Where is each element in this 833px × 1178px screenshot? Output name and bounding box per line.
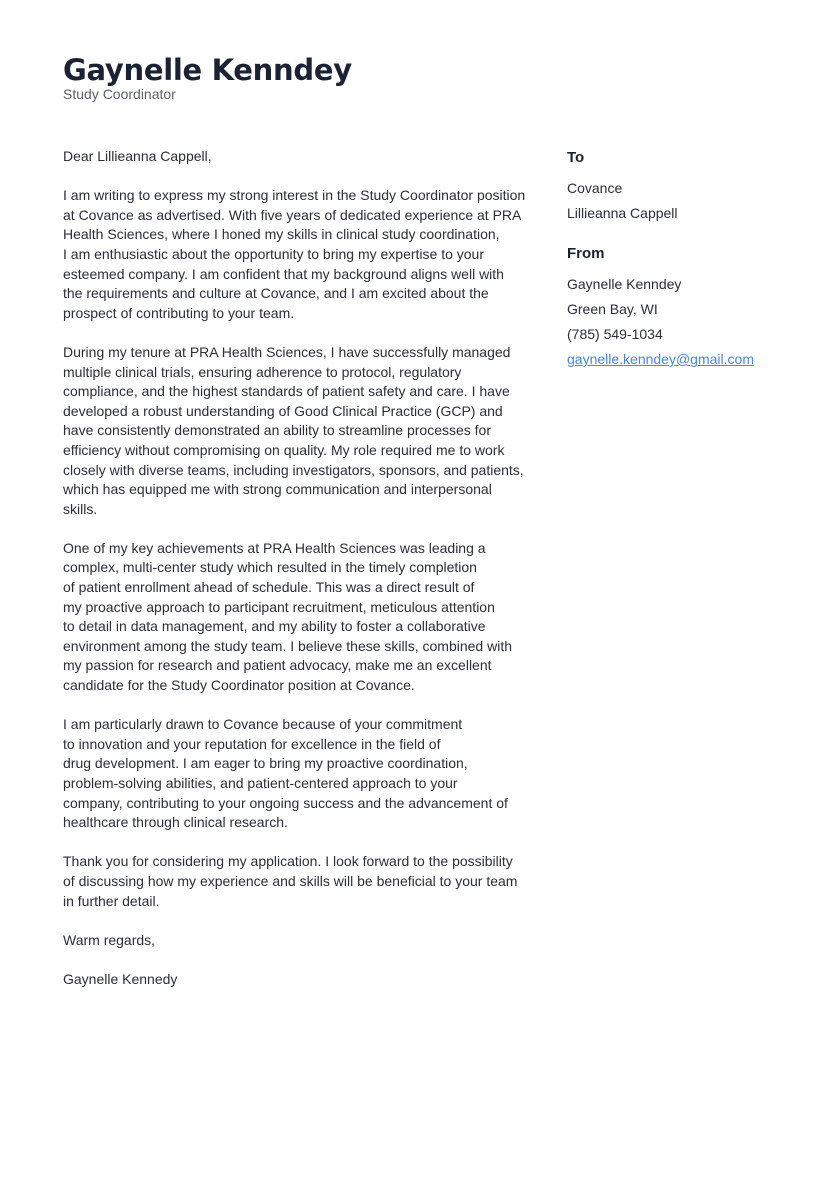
sidebar [567, 148, 797, 390]
paragraph-line: company, contributing to your ongoing success and the advancement of [63, 794, 508, 811]
paragraph-line: which has equipped me with strong communication and interpersonal [63, 481, 492, 498]
paragraph-line: candidate for the Study Coordinator position at Covance. [63, 677, 415, 694]
paragraph-line: I am enthusiastic about the opportunity to bring my expertise to your [63, 245, 485, 262]
paragraph-line: healthcare through clinical research. [63, 814, 288, 831]
paragraph-line: I am writing to express my strong interest in the Study Coordinator position [63, 187, 526, 204]
paragraph-line: to innovation and your reputation for excellence in the field of [63, 735, 441, 752]
recipient-heading: To [567, 149, 585, 166]
sender-heading: From [567, 245, 605, 262]
paragraph-line: One of my key achievements at PRA Health Sciences was leading a [63, 539, 486, 556]
letter-paragraph [63, 186, 533, 323]
paragraph-line: in further detail. [63, 892, 160, 909]
paragraph-line: my passion for research and patient advocacy, make me an excellent [63, 657, 492, 674]
letter-paragraph [63, 715, 533, 833]
paragraph-line: efficiency without compromising on quality. My role required me to work [63, 441, 505, 458]
letter-paragraphs [63, 186, 533, 911]
paragraph-line: compliance, and the highest standards of patient safety and care. I have [63, 383, 510, 400]
applicant-title: Study Coordinator [63, 86, 176, 102]
paragraph-line: environment among the study team. I believe these skills, combined with [63, 637, 513, 654]
paragraph-line: Health Sciences, where I honed my skills in clinical study coordination, [63, 226, 500, 243]
paragraph-line: multiple clinical trials, ensuring adherence to protocol, regulatory [63, 363, 462, 380]
paragraph-line: closely with diverse teams, including investigators, sponsors, and patients, [63, 461, 524, 478]
sender-phone: (785) 549-1034 [567, 326, 663, 342]
paragraph-line: drug development. I am eager to bring my proactive coordination, [63, 755, 468, 772]
paragraph-line: of discussing how my experience and skills will be beneficial to your team [63, 872, 518, 889]
letter-paragraph [63, 343, 533, 519]
letter-paragraph [63, 852, 533, 911]
signature: Gaynelle Kennedy [63, 970, 178, 987]
paragraph-line: problem-solving abilities, and patient-centered approach to your [63, 775, 458, 791]
paragraph-line: I am particularly drawn to Covance because of your commitment [63, 716, 463, 733]
recipient-name: Lillieanna Cappell [567, 205, 678, 221]
letter-body [63, 147, 533, 1009]
paragraph-line: the requirements and culture at Covance, and I am excited about the [63, 285, 489, 302]
paragraph-line: at Covance as advertised. With five years of dedicated experience at PRA [63, 206, 522, 223]
paragraph-line: of patient enrollment ahead of schedule. This was a direct result of [63, 579, 475, 596]
paragraph-line: my proactive approach to participant recruitment, meticulous attention [63, 598, 495, 615]
paragraph-line: skills. [63, 500, 98, 517]
closing: Warm regards, [63, 931, 156, 948]
letter-paragraph [63, 539, 533, 696]
recipient-section [567, 148, 797, 226]
salutation: Dear Lillieanna Cappell, [63, 148, 212, 164]
sender-section [567, 244, 797, 372]
paragraph-line: During my tenure at PRA Health Sciences, I have successfully managed [63, 343, 511, 360]
paragraph-line: have consistently demonstrated an ability to streamline processes for [63, 422, 491, 439]
recipient-company: Covance [567, 180, 623, 196]
paragraph-line: to detail in data management, and my ability to foster a collaborative [63, 618, 486, 635]
paragraph-line: esteemed company. I am confident that my background aligns well with [63, 265, 504, 282]
sender-email-link[interactable]: gaynelle.kenndey@gmail.com [567, 351, 754, 367]
paragraph-line: complex, multi-center study which resulted in the timely completion [63, 559, 477, 576]
letter-header [63, 52, 352, 102]
paragraph-line: prospect of contributing to your team. [63, 304, 295, 321]
paragraph-line: Thank you for considering my application. I look forward to the possibility [63, 853, 513, 870]
sender-name: Gaynelle Kenndey [567, 276, 682, 292]
sender-location: Green Bay, WI [567, 301, 658, 317]
paragraph-line: developed a robust understanding of Good Clinical Practice (GCP) and [63, 402, 503, 419]
applicant-name: Gaynelle Kenndey [63, 53, 352, 87]
